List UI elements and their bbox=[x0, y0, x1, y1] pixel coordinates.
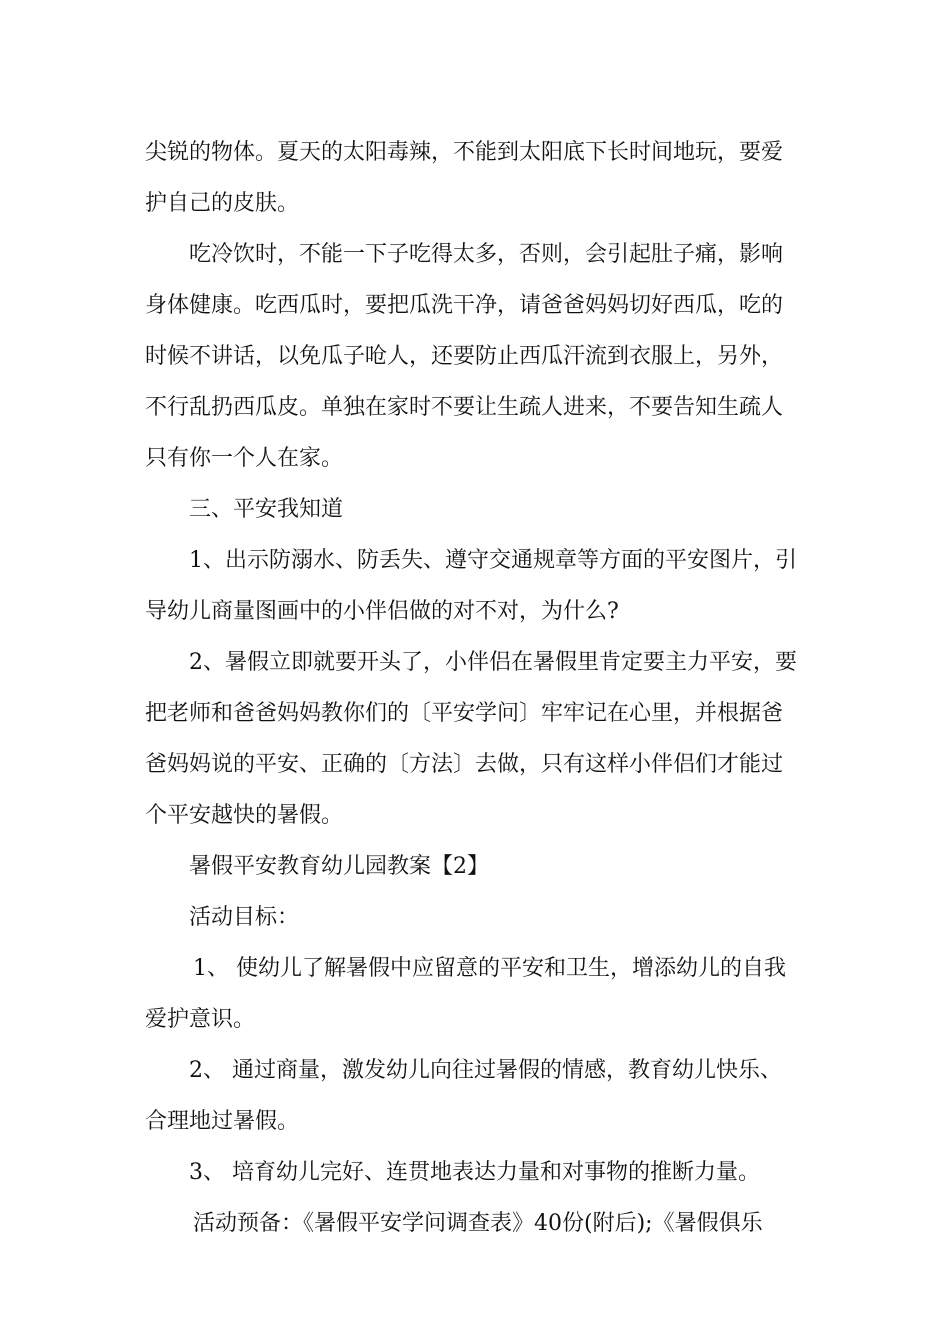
document-body bbox=[145, 127, 810, 1249]
text-line: 护自己的皮肤。 bbox=[145, 191, 300, 216]
text-line: 吃冷饮时，不能一下子吃得太多，否则，会引起肚子痛，影响 bbox=[189, 242, 784, 267]
text-line: 时候不讲话，以免瓜子呛人，还要防止西瓜汗流到衣服上，另外， bbox=[145, 344, 784, 369]
section-heading: 活动目标： bbox=[189, 905, 300, 930]
section-heading: 三、平安我知道 bbox=[189, 497, 344, 522]
text-line: 3、 培育幼儿完好、连贯地表达力量和对事物的推断力量。 bbox=[189, 1160, 760, 1185]
text-line: 只有你一个人在家。 bbox=[145, 446, 344, 471]
text-line: 2、暑假立即就要开头了，小伴侣在暑假里肯定要主力平安，要 bbox=[189, 650, 797, 675]
text-line: 个平安越快的暑假。 bbox=[145, 803, 344, 828]
text-line: 1、出示防溺水、防丢失、遵守交通规章等方面的平安图片，引 bbox=[189, 548, 797, 573]
text-line: 把老师和爸爸妈妈教你们的〔平安学问〕牢牢记在心里，并根据爸 bbox=[145, 701, 784, 726]
text-line: 尖锐的物体。夏天的太阳毒辣，不能到太阳底下长时间地玩，要爱 bbox=[145, 140, 784, 165]
text-line: 不行乱扔西瓜皮。单独在家时不要让生疏人进来，不要告知生疏人 bbox=[145, 395, 784, 420]
text-line: 爸妈妈说的平安、正确的〔方法〕去做，只有这样小伴侣们才能过 bbox=[145, 752, 784, 777]
text-line: 1、 使幼儿了解暑假中应留意的平安和卫生，增添幼儿的自我 bbox=[193, 956, 786, 981]
text-line: 导幼儿商量图画中的小伴侣做的对不对，为什么? bbox=[145, 599, 619, 624]
text-line: 身体健康。吃西瓜时，要把瓜洗干净，请爸爸妈妈切好西瓜，吃的 bbox=[145, 293, 784, 318]
text-line: 活动预备：《暑假平安学问调查表》40份(附后);《暑假俱乐 bbox=[193, 1211, 763, 1236]
text-line: 2、 通过商量，激发幼儿向往过暑假的情感，教育幼儿快乐、 bbox=[189, 1058, 782, 1083]
text-line: 爱护意识。 bbox=[145, 1007, 256, 1032]
section-title: 暑假平安教育幼儿园教案【2】 bbox=[189, 854, 489, 879]
text-line: 合理地过暑假。 bbox=[145, 1109, 300, 1134]
